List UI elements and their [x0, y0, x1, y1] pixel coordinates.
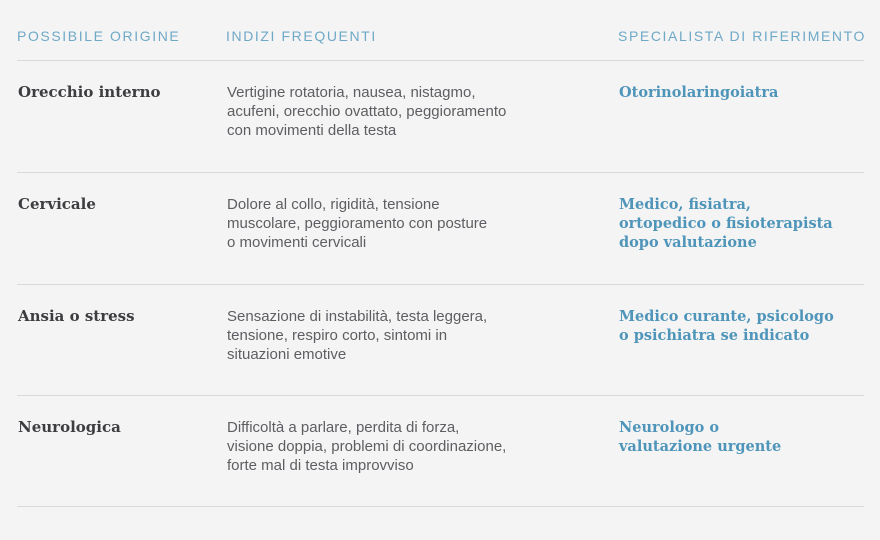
- header-specialist: SPECIALISTA DI RIFERIMENTO: [618, 28, 867, 44]
- signs-line: forte mal di testa improvviso: [227, 457, 414, 474]
- specialist-cell: [619, 418, 859, 456]
- signs-line: Sensazione di instabilità, testa leggera,: [227, 308, 488, 325]
- specialist-line: dopo valutazione: [619, 234, 757, 251]
- divider: [17, 506, 864, 507]
- table-row: [17, 173, 864, 284]
- signs-line: con movimenti della testa: [227, 122, 397, 139]
- signs-cell: [227, 307, 547, 364]
- specialist-line: ortopedico o fisioterapista: [619, 215, 833, 232]
- origin-cell: Neurologica: [18, 418, 121, 436]
- specialist-line: Neurologo o: [619, 419, 720, 436]
- header-signs: INDIZI FREQUENTI: [226, 28, 377, 44]
- signs-line: situazioni emotive: [227, 346, 347, 363]
- signs-cell: [227, 418, 547, 475]
- specialist-cell: [619, 83, 859, 102]
- specialist-cell: [619, 195, 859, 252]
- table-row: [17, 61, 864, 172]
- signs-line: Dolore al collo, rigidità, tensione: [227, 196, 440, 213]
- specialist-cell: [619, 307, 859, 345]
- header-origin: POSSIBILE ORIGINE: [17, 28, 181, 44]
- specialist-line: Medico, fisiatra,: [619, 196, 751, 213]
- signs-line: o movimenti cervicali: [227, 234, 367, 251]
- signs-line: acufeni, orecchio ovattato, peggioramento: [227, 103, 507, 120]
- origin-cell: Orecchio interno: [18, 83, 161, 101]
- signs-line: visione doppia, problemi di coordinazione,: [227, 438, 507, 455]
- signs-line: muscolare, peggioramento con posture: [227, 215, 488, 232]
- table-row: [17, 396, 864, 507]
- specialist-line: o psichiatra se indicato: [619, 327, 810, 344]
- signs-cell: [227, 83, 547, 140]
- signs-line: tensione, respiro corto, sintomi in: [227, 327, 448, 344]
- specialist-line: valutazione urgente: [619, 438, 782, 455]
- origin-cell: Cervicale: [18, 195, 96, 213]
- origin-cell: Ansia o stress: [18, 307, 135, 325]
- specialist-line: Medico curante, psicologo: [619, 308, 834, 325]
- table-header: [17, 28, 867, 48]
- signs-line: Vertigine rotatoria, nausea, nistagmo,: [227, 84, 476, 101]
- table-row: [17, 285, 864, 396]
- signs-cell: [227, 195, 547, 252]
- signs-line: Difficoltà a parlare, perdita di forza,: [227, 419, 460, 436]
- specialist-line: Otorinolaringoiatra: [619, 84, 779, 101]
